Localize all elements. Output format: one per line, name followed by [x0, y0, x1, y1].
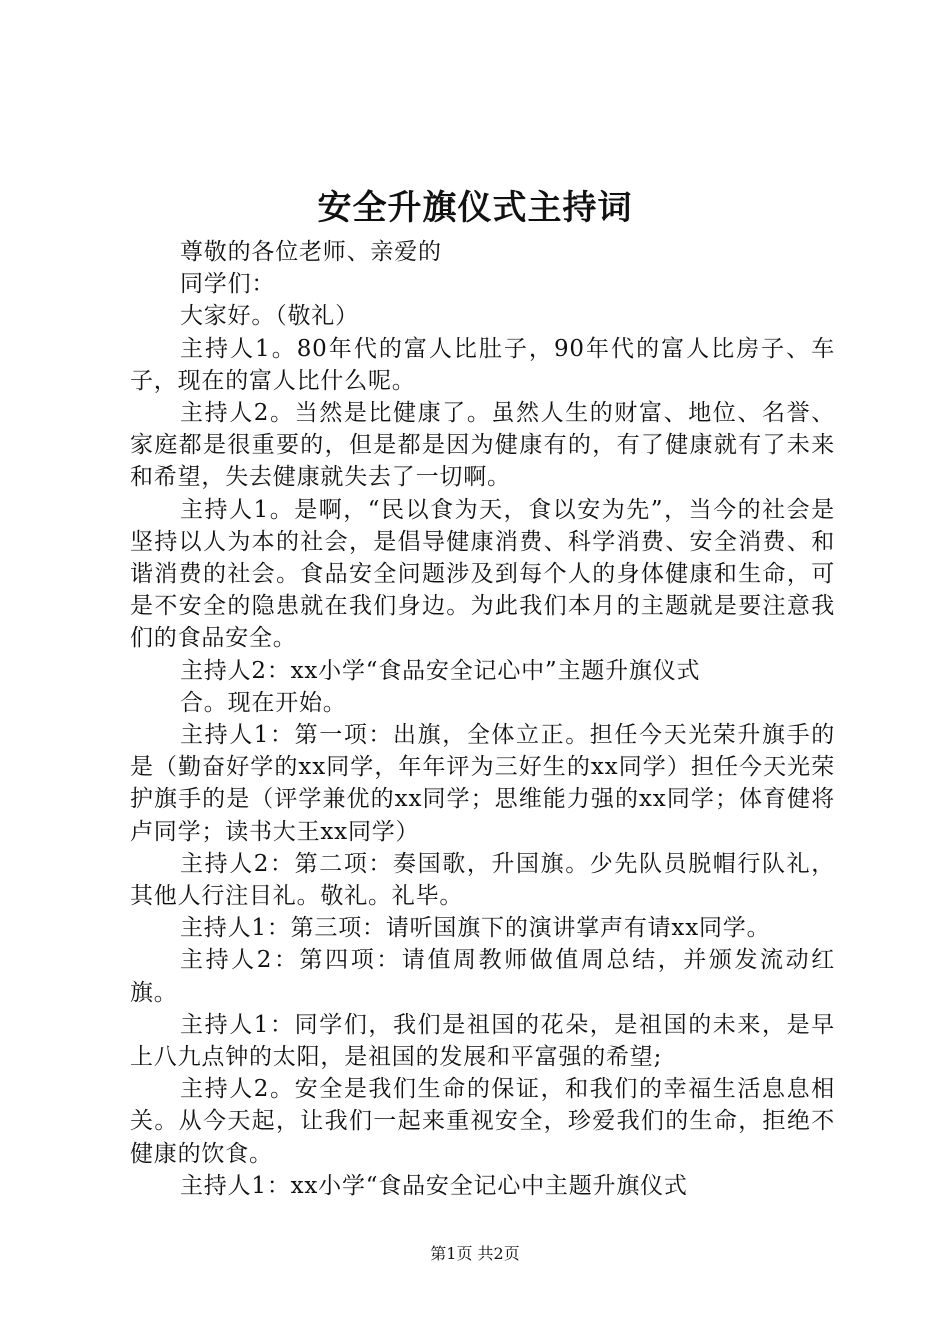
- paragraph-greeting-2: 同学们：: [180, 271, 276, 298]
- paragraph: 主持人2。当然是比健康了。虽然人生的财富、地位、名誉、家庭都是很重要的，但是都是因为健康有的，有了健康就有了未来和希望，失去健康就失去了一切啊。: [130, 400, 835, 491]
- paragraph: 主持人2：xx小学“食品安全记心中”主题升旗仪式: [180, 657, 701, 684]
- paragraph: 主持人1：xx小学“食品安全记心中主题升旗仪式: [180, 1172, 688, 1199]
- paragraph: 主持人1。80年代的富人比肚子，90年代的富人比房子、车子，现在的富人比什么呢。: [130, 335, 835, 394]
- paragraph: 主持人1：同学们，我们是祖国的花朵，是祖国的未来，是早上八九点钟的太阳，是祖国的发展和平富强的希望;: [130, 1011, 835, 1071]
- paragraph: 主持人1：第三项：请听国旗下的演讲掌声有请xx同学。: [180, 915, 771, 942]
- paragraph-greeting-3: 大家好。（敬礼）: [180, 303, 359, 330]
- paragraph: 主持人2。安全是我们生命的保证，和我们的幸福生活息息相关。从今天起，让我们一起来重视安全，珍爱我们的生命，拒绝不健康的饮食。: [130, 1076, 835, 1167]
- paragraph: 主持人2：第二项：奏国歌，升国旗。少先队员脱帽行队礼，其他人行注目礼。敬礼。礼毕。: [130, 850, 835, 910]
- document-body: [130, 236, 835, 1202]
- paragraph: 主持人1：第一项：出旗，全体立正。担任今天光荣升旗手的是（勤奋好学的xx同学，年年评为三好生的xx同学）担任今天光荣护旗手的是（评学兼优的xx同学；思维能力强的xx同学；体育健将卢同学；读书大王xx同学）: [130, 722, 835, 845]
- paragraph: 主持人2：第四项：请值周教师做值周总结，并颁发流动红旗。: [130, 947, 835, 1006]
- page-title: 安全升旗仪式主持词: [317, 188, 633, 228]
- paragraph-greeting-1: 尊敬的各位老师、亲爱的: [180, 239, 442, 265]
- paragraph: 合。现在开始。: [180, 689, 347, 716]
- page-footer: 第1页 共2页: [430, 1244, 520, 1263]
- paragraph: 主持人1。是啊，“民以食为天，食以安为先”，当今的社会是坚持以人为本的社会，是倡导健康消费、科学消费、安全消费、和谐消费的社会。食品安全问题涉及到每个人的身体健康和生命，可是不安全的隐患就在我们身边。为此我们本月的主题就是要注意我们的食品安全。: [130, 496, 835, 652]
